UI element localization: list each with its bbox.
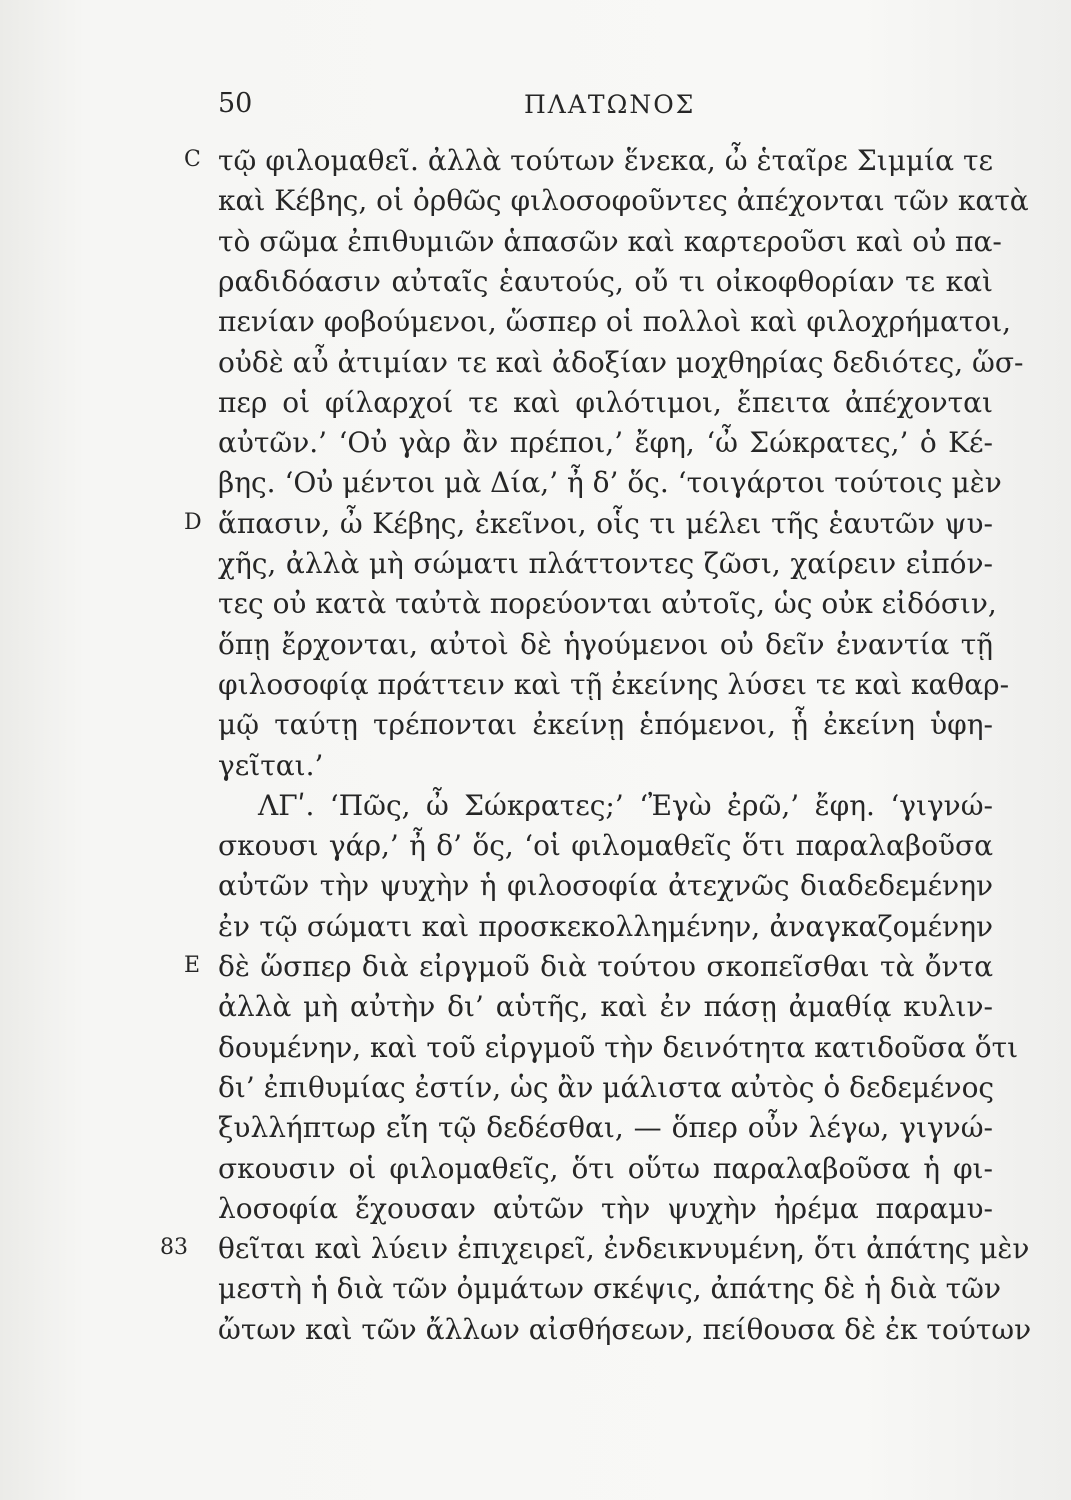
text-line: βης. ‘Οὐ μέντοι μὰ Δία,’ ἦ δ’ ὅς. ‘τοιγάρτοι τούτοις μὲν: [218, 466, 1002, 500]
text-line: τὸ σῶμα ἐπιθυμιῶν ἁπασῶν καὶ καρτεροῦσι καὶ οὐ πα-: [218, 224, 1002, 258]
margin-mark: E: [184, 953, 201, 978]
text-line: ἐν τῷ σώματι καὶ προσκεκολλημένην, ἀναγκαζομένην: [218, 909, 993, 943]
text-line: φιλοσοφίᾳ πράττειν καὶ τῇ ἐκείνης λύσει τε καὶ καθαρ-: [218, 667, 1010, 701]
text-line: τῷ φιλομαθεῖ. ἀλλὰ τούτων ἕνεκα, ὦ ἑταῖρε Σιμμία τε: [218, 144, 993, 177]
text-line: ἅπασιν, ὦ Κέβης, ἐκεῖνοι, οἷς τι μέλει τῆς ἑαυτῶν ψυ-: [218, 506, 993, 540]
text-line: σκουσιν οἱ φιλομαθεῖς, ὅτι οὕτω παραλαβοῦσα ἡ φι-: [218, 1151, 993, 1185]
text-line: αὐτῶν.’ ‘Οὐ γὰρ ἂν πρέποι,’ ἔφη, ‘ὦ Σώκρατες,’ ὁ Κέ-: [218, 426, 993, 460]
page-number: 50: [218, 88, 253, 119]
text-line: δουμένην, καὶ τοῦ εἰργμοῦ τὴν δεινότητα κατιδοῦσα ὅτι: [218, 1030, 1019, 1064]
text-line: ὅπῃ ἔρχονται, αὐτοὶ δὲ ἡγούμενοι οὐ δεῖν ἐναντία τῇ: [218, 627, 993, 661]
page-header: [0, 88, 1071, 128]
text-line: αὐτῶν τὴν ψυχὴν ἡ φιλοσοφία ἀτεχνῶς διαδεδεμένην: [218, 869, 993, 903]
text-line: μεστὴ ἡ διὰ τῶν ὀμμάτων σκέψις, ἀπάτης δὲ ἡ διὰ τῶν: [218, 1272, 1002, 1306]
text-line: ξυλλήπτωρ εἴη τῷ δεδέσθαι, — ὅπερ οὖν λέγω, γιγνώ-: [218, 1111, 993, 1145]
text-line: ΛΓʹ. ‘Πῶς, ὦ Σώκρατες;’ ‘Ἐγὼ ἐρῶ,’ ἔφη. ‘γιγνώ-: [258, 788, 993, 822]
text-line: ὤτων καὶ τῶν ἄλλων αἰσθήσεων, πείθουσα δὲ ἐκ τούτων: [218, 1312, 1032, 1346]
text-line: τες οὐ κατὰ ταὐτὰ πορεύονται αὐτοῖς, ὡς οὐκ εἰδόσιν,: [218, 587, 997, 621]
text-line: θεῖται καὶ λύειν ἐπιχειρεῖ, ἐνδεικνυμένη, ὅτι ἀπάτης μὲν: [218, 1232, 1030, 1266]
text-line: καὶ Κέβης, οἱ ὀρθῶς φιλοσοφοῦντες ἀπέχονται τῶν κατὰ: [218, 184, 1029, 218]
text-line: περ οἱ φίλαρχοί τε καὶ φιλότιμοι, ἔπειτα ἀπέχονται: [218, 385, 993, 419]
margin-mark: 83: [160, 1235, 188, 1261]
text-line: ἀλλὰ μὴ αὐτὴν δι’ αὑτῆς, καὶ ἐν πάσῃ ἀμαθίᾳ κυλιν-: [218, 990, 993, 1024]
margin-mark: C: [184, 147, 201, 172]
text-line: ραδιδόασιν αὐταῖς ἑαυτούς, οὔ τι οἰκοφθορίαν τε καὶ: [218, 264, 993, 298]
text-line: μῷ ταύτῃ τρέπονται ἐκείνῃ ἑπόμενοι, ᾗ ἐκείνη ὑφη-: [218, 708, 993, 742]
margin-mark: D: [184, 509, 202, 535]
text-line: λοσοφία ἔχουσαν αὐτῶν τὴν ψυχὴν ἠρέμα παραμυ-: [218, 1191, 993, 1225]
text-line: οὐδὲ αὖ ἀτιμίαν τε καὶ ἀδοξίαν μοχθηρίας δεδιότες, ὥσ-: [218, 345, 1024, 379]
text-line: χῆς, ἀλλὰ μὴ σώματι πλάττοντες ζῶσι, χαίρειν εἰπόν-: [218, 547, 993, 580]
text-line: δι’ ἐπιθυμίας ἐστίν, ὡς ἂν μάλιστα αὐτὸς ὁ δεδεμένος: [218, 1070, 995, 1104]
text-line: γεῖται.’: [218, 748, 324, 782]
text-line: σκουσι γάρ,’ ἦ δ’ ὅς, ‘οἱ φιλομαθεῖς ὅτι παραλαβοῦσα: [218, 829, 993, 863]
text-line: πενίαν φοβούμενοι, ὥσπερ οἱ πολλοὶ καὶ φιλοχρήματοι,: [218, 305, 1012, 339]
running-title: ΠΛΑΤΩΝΟΣ: [524, 90, 696, 119]
text-line: δὲ ὥσπερ διὰ εἰργμοῦ διὰ τούτου σκοπεῖσθαι τὰ ὄντα: [218, 950, 993, 983]
